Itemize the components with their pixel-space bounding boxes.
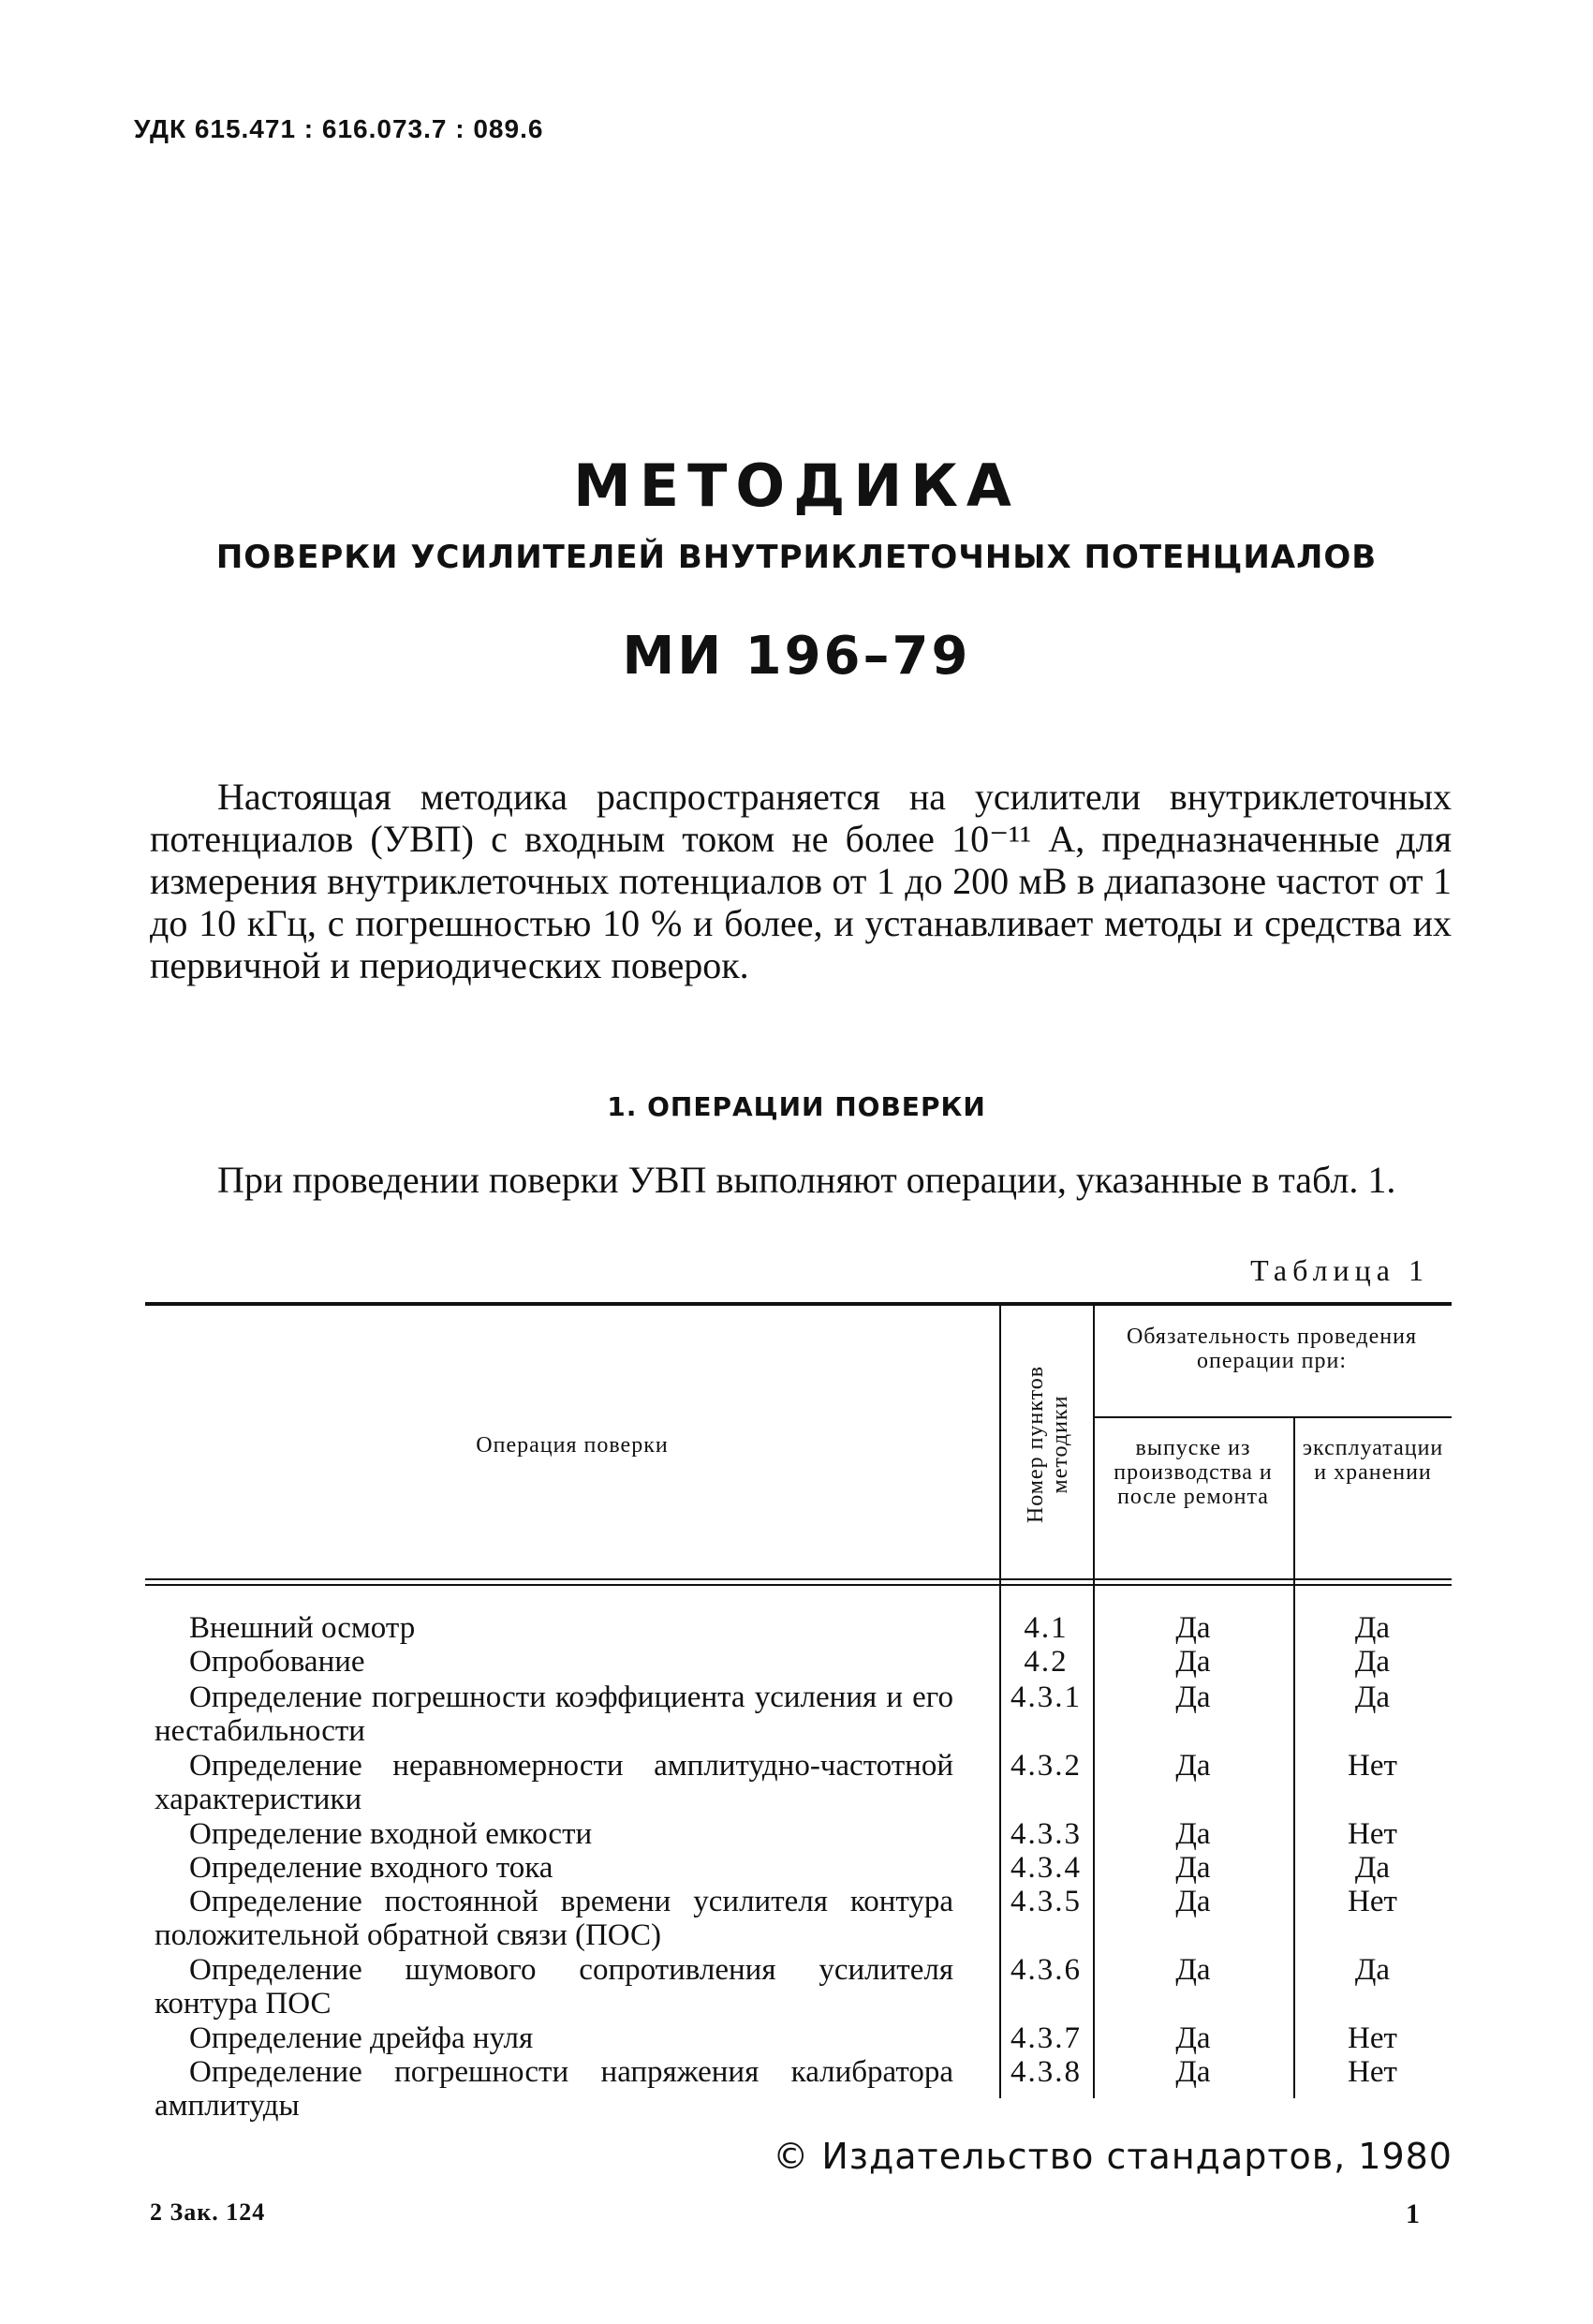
header-obligation: Обязательность проведения операции при: <box>1126 1325 1418 1373</box>
order-number: 2 Зак. 124 <box>150 2198 266 2226</box>
table-header-rule-2 <box>145 1584 1452 1586</box>
row-exploitation-value: Нет <box>1348 2055 1397 2089</box>
section-title: 1. ОПЕРАЦИИ ПОВЕРКИ <box>607 1091 986 1122</box>
row-operation-text: Определение погрешности напряжения калибратора амплитуды <box>155 2055 953 2123</box>
row-release-value: Да <box>1175 1885 1211 1918</box>
row-number: 4.3.8 <box>1010 2055 1082 2089</box>
row-operation <box>155 1817 953 1851</box>
row-operation-text: Определение входной емкости <box>189 1817 593 1851</box>
header-number-text: Номер пунктов методики <box>1024 1365 1072 1524</box>
row-release-value: Да <box>1175 1680 1211 1714</box>
row-operation-text: Определение входного тока <box>189 1851 553 1885</box>
section-text: При проведении поверки УВП выполняют операции, указанные в табл. 1. <box>217 1159 1396 1201</box>
row-number: 4.3.6 <box>1010 1953 1082 1987</box>
obligation-subheader-rule <box>1093 1416 1452 1418</box>
table-caption: Таблица 1 <box>1250 1253 1429 1287</box>
row-exploitation-value: Да <box>1354 1645 1391 1679</box>
copyright: © Издательство стандартов, 1980 <box>773 2136 1453 2177</box>
row-operation <box>155 2021 953 2055</box>
header-number <box>1001 1322 1095 1567</box>
intro-paragraph <box>150 776 1452 986</box>
row-operation-text: Определение постоянной времени усилителя контура положительной обратной связи (ПОС) <box>155 1885 953 1952</box>
row-release-value: Да <box>1175 1749 1211 1783</box>
table-top-rule <box>145 1302 1452 1306</box>
row-exploitation-value: Нет <box>1348 2021 1397 2055</box>
row-exploitation-value: Да <box>1354 1611 1391 1645</box>
row-operation <box>155 1680 953 1748</box>
row-number: 4.3.7 <box>1010 2021 1082 2055</box>
row-exploitation-value: Нет <box>1348 1817 1397 1851</box>
row-exploitation-value: Да <box>1354 1680 1391 1714</box>
row-exploitation-value: Нет <box>1348 1885 1397 1918</box>
row-operation <box>155 1645 953 1679</box>
row-operation <box>155 2055 953 2123</box>
document-code: МИ 196–79 <box>622 626 971 687</box>
row-operation-text: Опробование <box>189 1645 365 1679</box>
row-operation-text: Определение шумового сопротивления усилителя контура ПОС <box>155 1953 953 2021</box>
row-release-value: Да <box>1175 2021 1211 2055</box>
row-operation <box>155 1851 953 1885</box>
row-release-value: Да <box>1175 2055 1211 2089</box>
row-number: 4.3.1 <box>1010 1680 1082 1714</box>
row-number: 4.3.4 <box>1010 1851 1082 1885</box>
row-number: 4.3.5 <box>1010 1885 1082 1918</box>
page-number: 1 <box>1406 2198 1420 2229</box>
table-header-rule <box>145 1578 1452 1580</box>
row-operation-text: Определение дрейфа нуля <box>189 2021 534 2055</box>
row-operation-text: Внешний осмотр <box>189 1611 416 1645</box>
row-release-value: Да <box>1175 1611 1211 1645</box>
header-exploitation: эксплуатации и хранении <box>1302 1436 1444 1485</box>
row-exploitation-value: Да <box>1354 1851 1391 1885</box>
row-release-value: Да <box>1175 1953 1211 1987</box>
header-operation: Операция поверки <box>476 1433 669 1458</box>
row-operation <box>155 1953 953 2021</box>
document-title: МЕТОДИКА <box>573 451 1020 520</box>
intro-text: Настоящая методика распространяется на усилители внутриклеточных потенциалов (УВП) с входным током не более 10⁻¹¹ А, предназначенные для измерения внутриклеточных потенциалов от 1 до 200 мВ в диапазоне частот от 1 до 10 кГц, с погрешностью 10 % и более, и устанавливает методы и средства их первичной и периодических поверок. <box>150 776 1452 986</box>
operations-table <box>145 1302 1452 2123</box>
row-exploitation-value: Да <box>1354 1953 1391 1987</box>
row-operation <box>155 1885 953 1952</box>
row-number: 4.2 <box>1024 1645 1069 1679</box>
row-exploitation-value: Нет <box>1348 1749 1397 1783</box>
row-release-value: Да <box>1175 1851 1211 1885</box>
row-number: 4.3.3 <box>1010 1817 1082 1851</box>
document-subtitle: ПОВЕРКИ УСИЛИТЕЛЕЙ ВНУТРИКЛЕТОЧНЫХ ПОТЕНЦИАЛОВ <box>215 539 1378 576</box>
row-operation <box>155 1611 953 1645</box>
row-number: 4.3.2 <box>1010 1749 1082 1783</box>
row-operation-text: Определение погрешности коэффициента усиления и его нестабильности <box>155 1680 953 1748</box>
header-release: выпуске из производства и после ремонта <box>1114 1436 1273 1509</box>
section-paragraph <box>150 1159 1452 1201</box>
row-number: 4.1 <box>1024 1611 1069 1645</box>
row-release-value: Да <box>1175 1645 1211 1679</box>
row-operation-text: Определение неравномерности амплитудно-частотной характеристики <box>155 1749 953 1816</box>
udk-code: УДК 615.471 : 616.073.7 : 089.6 <box>134 114 544 143</box>
row-operation <box>155 1749 953 1816</box>
row-release-value: Да <box>1175 1817 1211 1851</box>
